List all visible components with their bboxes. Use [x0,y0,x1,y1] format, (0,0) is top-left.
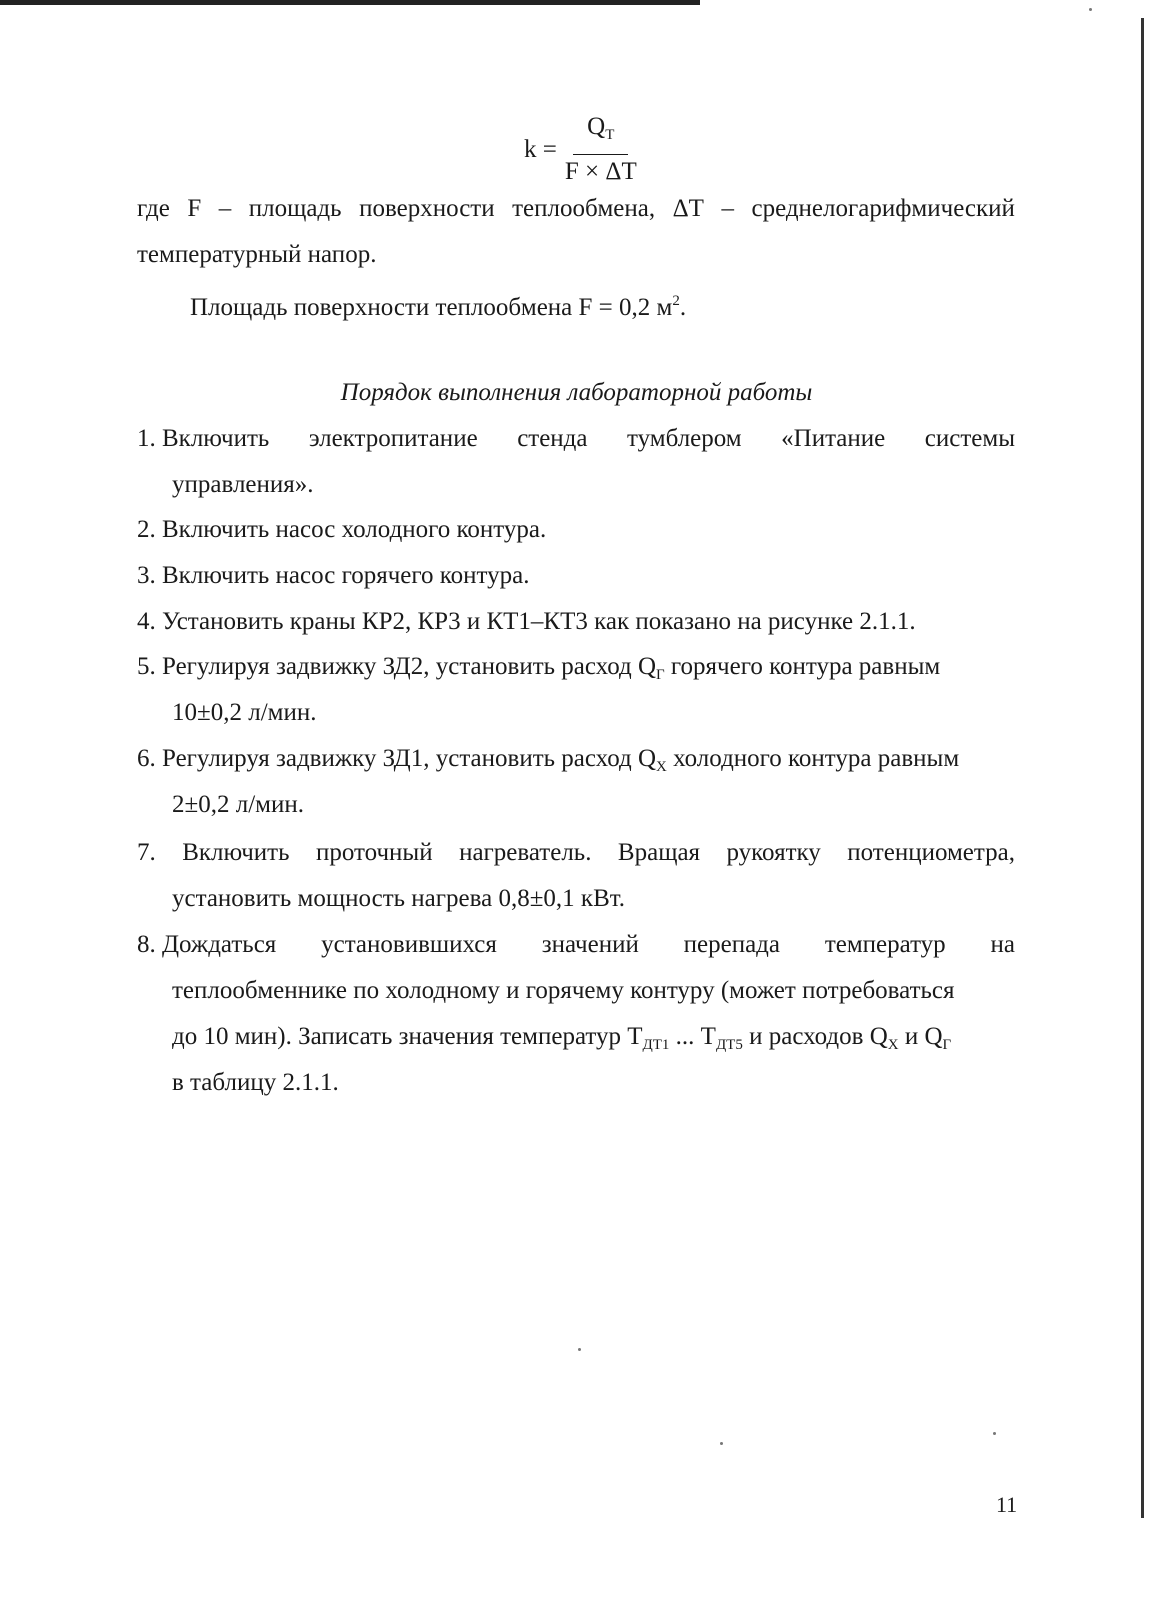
area-tail: . [679,294,687,321]
scan-edge-right [1141,18,1144,1518]
step-2: 2. Включить насос холодного контура. [137,516,547,543]
step-6-subscript: Х [656,759,667,775]
word: 7. [137,839,156,866]
formula-fraction [565,112,637,187]
step-5-line1 [137,652,1015,690]
step-8-subscript-2: ДТ5 [715,1037,743,1053]
word: рукоятку [726,839,821,866]
formula-denominator: F × ΔT [564,158,637,185]
word: перепада [683,931,781,958]
word: электропитание [308,425,478,452]
word: проточный [315,839,433,866]
step-8-line3 [172,1022,951,1060]
word: нагреватель. [459,839,592,866]
word: 8. Дождаться [137,931,277,958]
word: потенциометра, [847,839,1015,866]
word: стенда [517,425,588,452]
step-1-line2: управления». [172,471,314,498]
section-heading: Порядок выполнения лабораторной работы [340,379,813,406]
word: где [137,195,170,222]
word: на [990,931,1015,958]
step-8-text-a: до 10 мин). Записать значения температур T [172,1023,643,1050]
step-7-line2: установить мощность нагрева 0,8±0,1 кВт. [172,885,626,912]
heat-transfer-formula [524,112,637,187]
formula-numerator [573,112,628,155]
word: F [187,195,202,222]
paragraph-definition-line1 [137,194,1015,224]
scan-edge-top [0,0,700,5]
word: – [218,195,232,222]
step-6-line2: 2±0,2 л/мин. [172,791,304,818]
scan-speck [1089,8,1092,11]
word: установившихся [321,931,497,958]
area-superscript: 2 [672,293,680,309]
word: «Питание [781,425,886,452]
word: значений [541,931,639,958]
page-number: 11 [996,1492,1018,1517]
step-8-line2: теплообменнике по холодному и горячему контуру (может потребоваться [172,977,955,1004]
step-6-text-b: холодного контура равным [666,745,960,772]
scan-speck [578,1348,581,1351]
step-8-text-c: и расходов Q [742,1023,888,1050]
word: тумблером [627,425,742,452]
word: ΔT [672,195,704,222]
formula-numerator-symbol: Q [587,113,606,140]
step-6-line1 [137,744,1015,782]
word: теплообмена, [512,195,656,222]
word: системы [924,425,1015,452]
word: температур [824,931,946,958]
area-text: Площадь поверхности теплообмена F = 0,2 м [190,294,673,321]
step-5-text-a: 5. Регулируя задвижку ЗД2, установить расход Q [137,653,656,680]
word: 1. Включить [137,425,270,452]
step-8-subscript-4: Г [942,1037,952,1053]
formula-lhs: k = [524,135,557,163]
step-8-text-d: и Q [898,1023,943,1050]
word: Включить [182,839,290,866]
paragraph-definition-line2: температурный напор. [137,241,377,268]
step-8-text-b: ... T [669,1023,716,1050]
word: площадь [248,195,342,222]
step-7-line1 [137,838,1015,868]
formula-numerator-subscript: T [605,127,615,143]
step-8-line1 [137,930,1015,960]
word: Вращая [617,839,701,866]
word: поверхности [359,195,495,222]
step-1-line1 [137,424,1015,454]
word: среднелогарифмический [751,195,1015,222]
step-8-subscript-1: ДТ1 [642,1037,670,1053]
step-8-subscript-3: Х [887,1037,899,1053]
step-3: 3. Включить насос горячего контура. [137,562,530,589]
scan-speck [720,1442,723,1445]
step-5-text-b: горячего контура равным [664,653,941,680]
step-6-text-a: 6. Регулируя задвижку ЗД1, установить расход Q [137,745,656,772]
step-5-subscript: Г [656,667,665,683]
scan-speck [993,1432,996,1435]
step-5-line2: 10±0,2 л/мин. [172,699,317,726]
step-8-line4: в таблицу 2.1.1. [172,1069,339,1096]
step-4: 4. Установить краны КР2, КР3 и КТ1–КТ3 как показано на рисунке 2.1.1. [137,608,916,635]
word: – [721,195,734,222]
area-statement [190,286,686,323]
